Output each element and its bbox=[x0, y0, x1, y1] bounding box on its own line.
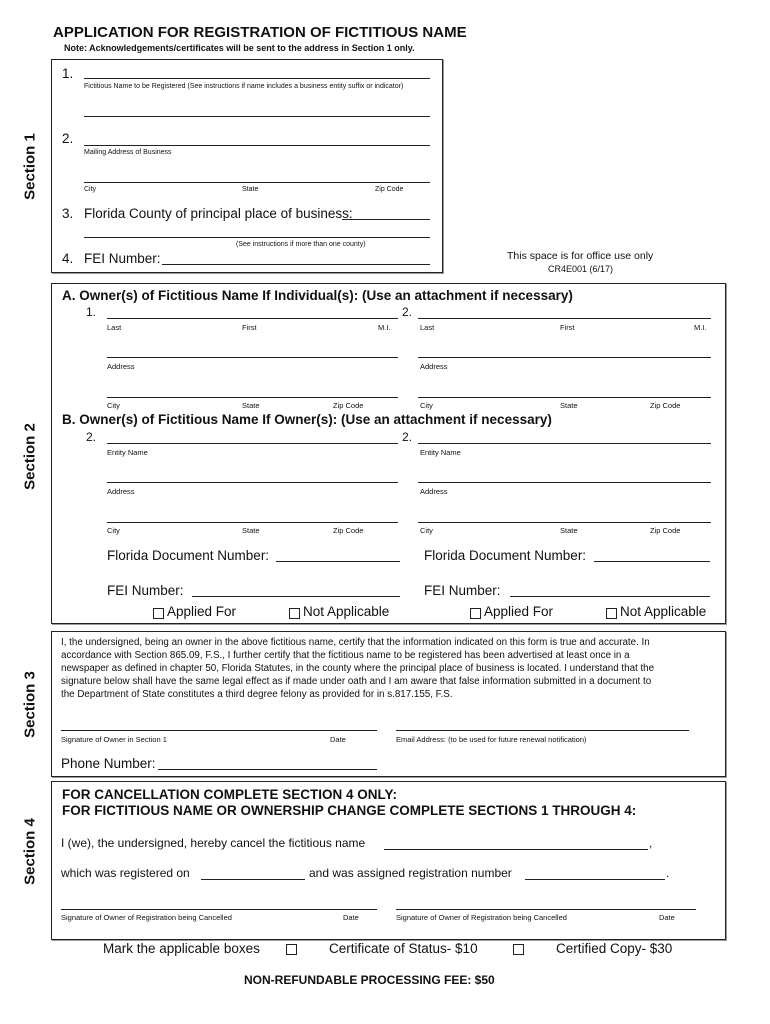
zip-caption-b2: Zip Code bbox=[650, 526, 681, 535]
certification-line-4: signature below shall have the same legal effect as if made under oath and I am aware that false information submitted in a document to bbox=[61, 676, 652, 687]
entity-1-city-field[interactable] bbox=[107, 522, 398, 523]
entity-name-caption-1: Entity Name bbox=[107, 448, 148, 457]
first-caption-1: First bbox=[242, 323, 257, 332]
city-caption-b1: City bbox=[107, 526, 120, 535]
florida-doc-field-1[interactable] bbox=[276, 561, 400, 562]
cancel-text: I (we), the undersigned, hereby cancel the fictitious name bbox=[61, 836, 366, 850]
state-caption-b1: State bbox=[242, 526, 260, 535]
owner-2-name-field[interactable] bbox=[418, 318, 711, 319]
entity-address-caption-2: Address bbox=[420, 487, 448, 496]
mi-caption-1: M.I. bbox=[378, 323, 391, 332]
form-code: CR4E001 (6/17) bbox=[548, 264, 614, 274]
first-caption-2: First bbox=[560, 323, 575, 332]
owner-2-address-field[interactable] bbox=[418, 357, 711, 358]
fei-label-1: FEI Number: bbox=[107, 583, 184, 598]
owner-1-city-field[interactable] bbox=[107, 397, 398, 398]
certified-copy-checkbox[interactable] bbox=[513, 944, 524, 955]
city-caption-a1: City bbox=[107, 401, 120, 410]
city-caption: City bbox=[84, 186, 97, 193]
item-2-number: 2. bbox=[62, 131, 74, 146]
mi-caption-2: M.I. bbox=[694, 323, 707, 332]
page-title: APPLICATION FOR REGISTRATION OF FICTITIOUS NAME bbox=[53, 24, 467, 41]
applied-for-label-1: Applied For bbox=[167, 604, 237, 619]
section-4-label: Section 4 bbox=[21, 818, 39, 885]
entity-1-name-field[interactable] bbox=[107, 443, 398, 444]
entity-2-address-field[interactable] bbox=[418, 482, 711, 483]
certification-line-5: the Department of State constitutes a third degree felony as provided for in s.817.155, F.S. bbox=[61, 689, 453, 700]
entity-2-name-field[interactable] bbox=[418, 443, 711, 444]
fei-label-2: FEI Number: bbox=[424, 583, 501, 598]
entity-1-address-field[interactable] bbox=[107, 482, 398, 483]
not-applicable-checkbox-2[interactable] bbox=[606, 608, 617, 619]
certification-line-1: I, the undersigned, being an owner in the above fictitious name, certify that the information indicated on this form is true and accurate. In bbox=[61, 637, 650, 648]
cancel-date-caption-2: Date bbox=[659, 913, 675, 922]
certificate-of-status-label: Certificate of Status- $10 bbox=[329, 941, 478, 956]
email-caption: Email Address: (to be used for future renewal notification) bbox=[396, 735, 587, 744]
city-state-zip-field[interactable] bbox=[84, 182, 430, 183]
owner-1-address-field[interactable] bbox=[107, 357, 398, 358]
registered-on-text: which was registered on bbox=[61, 866, 190, 880]
cancellation-heading: FOR CANCELLATION COMPLETE SECTION 4 ONLY: bbox=[62, 787, 398, 802]
section-2-label: Section 2 bbox=[21, 423, 39, 490]
certification-line-3: newspaper as defined in chapter 50, Florida Statutes, in the county where the principal place of business is located. I understand that the bbox=[61, 663, 655, 674]
section-3-label: Section 3 bbox=[21, 671, 39, 738]
mark-boxes-text: Mark the applicable boxes bbox=[103, 941, 260, 956]
mailing-address-field[interactable] bbox=[84, 145, 430, 146]
entity-address-caption-1: Address bbox=[107, 487, 135, 496]
zip-caption-a2: Zip Code bbox=[650, 401, 681, 410]
not-applicable-checkbox-1[interactable] bbox=[289, 608, 300, 619]
header-note: Note: Acknowledgements/certificates will be sent to the address in Section 1 only. bbox=[64, 43, 415, 53]
registration-number-field[interactable] bbox=[525, 879, 665, 880]
signature-caption: Signature of Owner in Section 1 bbox=[61, 735, 167, 744]
fei-number-field[interactable] bbox=[162, 264, 430, 265]
state-caption: State bbox=[242, 186, 259, 193]
zip-caption-a1: Zip Code bbox=[333, 401, 364, 410]
certification-line-2: accordance with Section 865.09, F.S., I further certify that the fictitious name to be registered has been advertised at least once in a bbox=[61, 650, 630, 661]
registered-date-field[interactable] bbox=[201, 879, 305, 880]
date-caption: Date bbox=[330, 735, 346, 744]
entity-2-city-field[interactable] bbox=[418, 522, 711, 523]
florida-doc-label-1: Florida Document Number: bbox=[107, 548, 270, 563]
email-field[interactable] bbox=[396, 730, 689, 731]
phone-label: Phone Number: bbox=[61, 756, 156, 771]
section-1-label: Section 1 bbox=[21, 133, 39, 200]
florida-doc-label-2: Florida Document Number: bbox=[424, 548, 587, 563]
last-caption-2: Last bbox=[420, 323, 435, 332]
state-caption-a2: State bbox=[560, 401, 578, 410]
section-2-box bbox=[51, 283, 726, 624]
entity-2-number: 2. bbox=[402, 430, 413, 444]
cancel-signature-field-2[interactable] bbox=[396, 909, 696, 910]
county-label: Florida County of principal place of business: bbox=[84, 206, 353, 221]
owner-1-name-field[interactable] bbox=[107, 318, 398, 319]
cancel-date-caption-1: Date bbox=[343, 913, 359, 922]
not-applicable-label-1: Not Applicable bbox=[303, 604, 390, 619]
county-field[interactable] bbox=[342, 219, 430, 220]
state-caption-b2: State bbox=[560, 526, 578, 535]
address-caption-2: Address bbox=[420, 362, 448, 371]
zip-caption-b1: Zip Code bbox=[333, 526, 364, 535]
city-caption-b2: City bbox=[420, 526, 433, 535]
item-3-number: 3. bbox=[62, 206, 74, 221]
fei-field-1[interactable] bbox=[192, 596, 400, 597]
mailing-address-caption: Mailing Address of Business bbox=[84, 149, 172, 156]
applied-for-checkbox-1[interactable] bbox=[153, 608, 164, 619]
county-caption: (See instructions if more than one county) bbox=[236, 241, 366, 248]
not-applicable-label-2: Not Applicable bbox=[620, 604, 707, 619]
owner-1-number: 1. bbox=[86, 305, 97, 319]
certified-copy-label: Certified Copy- $30 bbox=[556, 941, 673, 956]
last-caption-1: Last bbox=[107, 323, 122, 332]
cancel-signature-caption-1: Signature of Owner of Registration being Cancelled bbox=[61, 913, 232, 922]
change-heading: FOR FICTITIOUS NAME OR OWNERSHIP CHANGE COMPLETE SECTIONS 1 THROUGH 4: bbox=[62, 803, 637, 818]
office-use-text: This space is for office use only bbox=[507, 250, 654, 262]
section-b-heading: B. Owner(s) of Fictitious Name If Owner(s): (Use an attachment if necessary) bbox=[62, 412, 552, 427]
processing-fee: NON-REFUNDABLE PROCESSING FEE: $50 bbox=[244, 973, 495, 987]
florida-doc-field-2[interactable] bbox=[594, 561, 710, 562]
county-field-2[interactable] bbox=[84, 237, 430, 238]
fictitious-name-caption: Fictitious Name to be Registered (See instructions if name includes a business entity suffix or indicator) bbox=[84, 83, 404, 90]
zip-caption: Zip Code bbox=[375, 186, 404, 193]
item-4-number: 4. bbox=[62, 251, 74, 266]
cancelled-name-field[interactable] bbox=[384, 849, 648, 850]
entity-name-caption-2: Entity Name bbox=[420, 448, 461, 457]
owner-signature-field[interactable] bbox=[61, 730, 377, 731]
fictitious-name-field[interactable] bbox=[84, 78, 430, 79]
certificate-of-status-checkbox[interactable] bbox=[286, 944, 297, 955]
city-caption-a2: City bbox=[420, 401, 433, 410]
state-caption-a1: State bbox=[242, 401, 260, 410]
item-1-number: 1. bbox=[62, 66, 74, 81]
comma: , bbox=[649, 836, 653, 850]
applied-for-checkbox-2[interactable] bbox=[470, 608, 481, 619]
entity-1-number: 2. bbox=[86, 430, 97, 444]
section-a-heading: A. Owner(s) of Fictitious Name If Individual(s): (Use an attachment if necessary) bbox=[62, 288, 573, 303]
owner-2-number: 2. bbox=[402, 305, 413, 319]
cancel-signature-caption-2: Signature of Owner of Registration being Cancelled bbox=[396, 913, 567, 922]
fei-field-2[interactable] bbox=[510, 596, 710, 597]
address-caption-1: Address bbox=[107, 362, 135, 371]
period: . bbox=[666, 866, 670, 880]
cancel-signature-field-1[interactable] bbox=[61, 909, 377, 910]
applied-for-label-2: Applied For bbox=[484, 604, 554, 619]
phone-field[interactable] bbox=[158, 769, 377, 770]
fei-label: FEI Number: bbox=[84, 251, 161, 266]
assigned-text: and was assigned registration number bbox=[309, 866, 512, 880]
fictitious-name-field-2[interactable] bbox=[84, 116, 430, 117]
owner-2-city-field[interactable] bbox=[418, 397, 711, 398]
